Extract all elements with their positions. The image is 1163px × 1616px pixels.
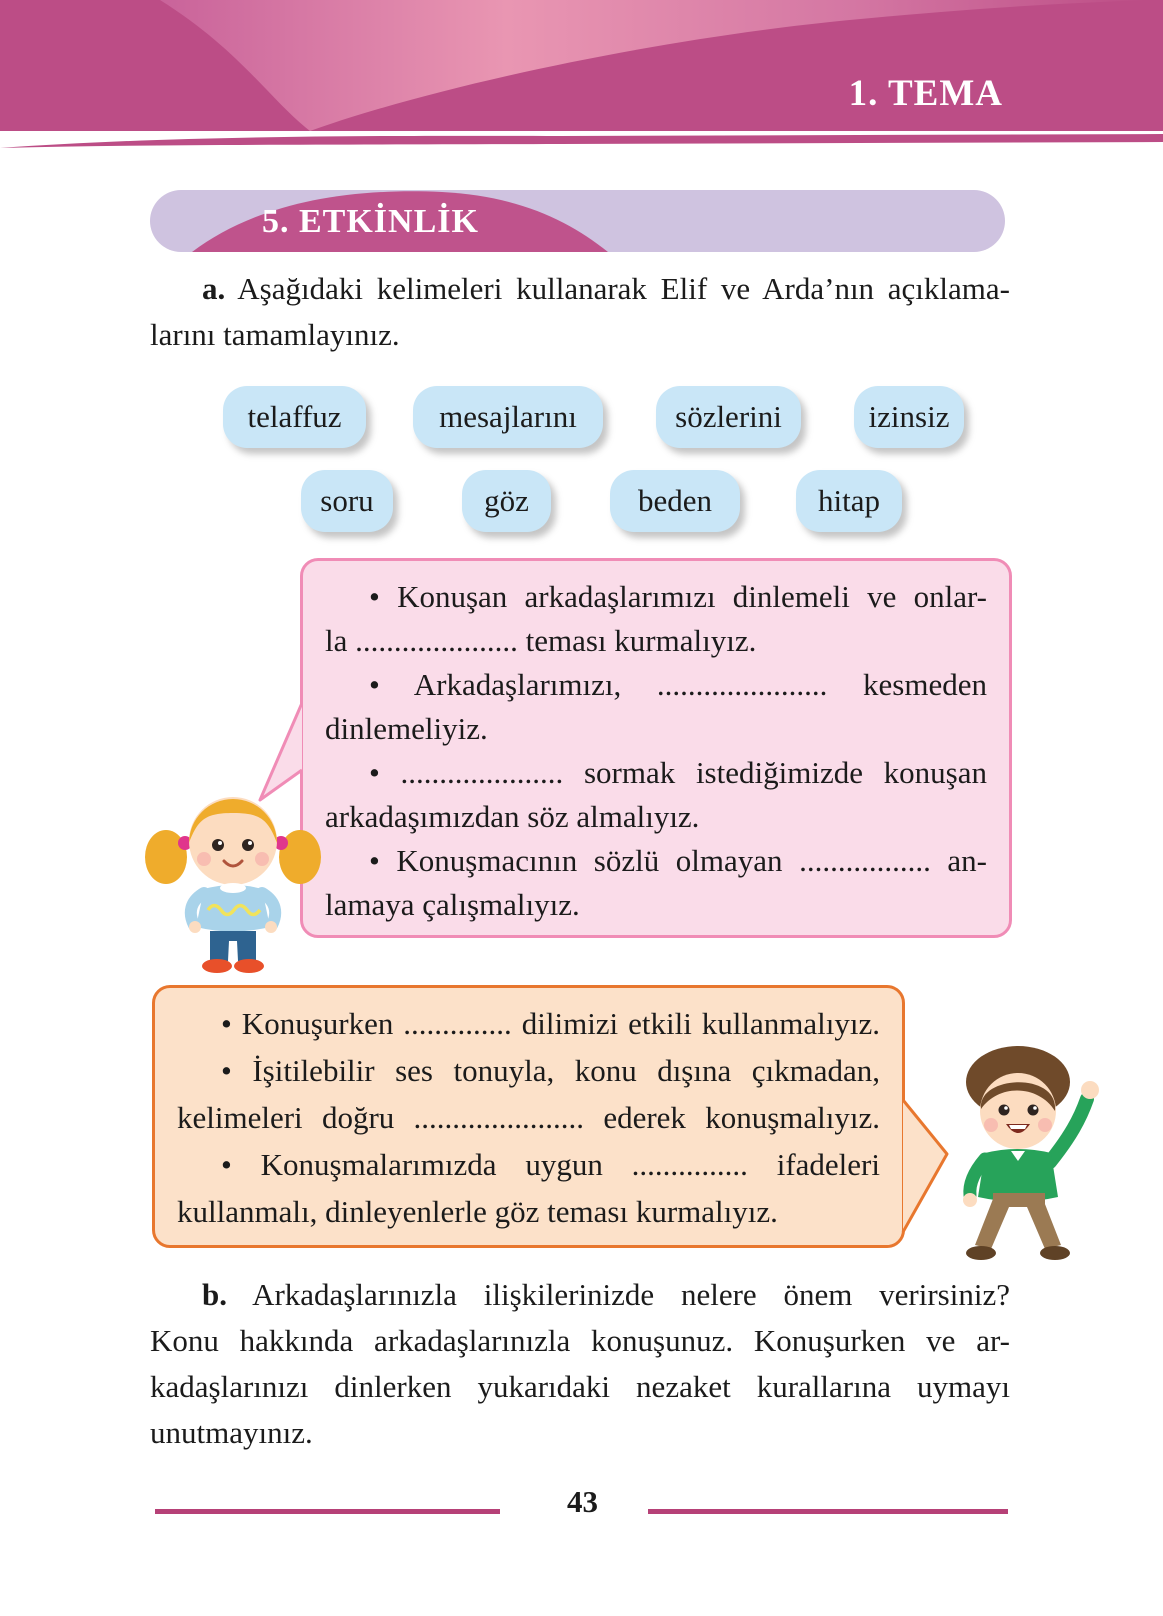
arda-boy-illustration (915, 1027, 1125, 1262)
footer-rule-right (648, 1509, 1008, 1514)
instruction-a (150, 266, 1010, 358)
activity-banner (150, 190, 1005, 252)
instruction-b-letter: b. (202, 1277, 227, 1312)
text-line: la ..................... teması kurmalıyız. (325, 623, 757, 658)
instruction-a-line2: larını tamamlayınız. (150, 317, 400, 352)
activity-title: 5. ETKİNLİK (262, 203, 479, 240)
text-line: arkadaşımızdan söz almalıyız. (325, 799, 700, 834)
instruction-b-line2: Konu hakkında arkadaşlarınızla konuşunuz. Konuşurken ve ar- (150, 1323, 1010, 1358)
bullet-line: • Konuşmacının sözlü olmayan ................. an- (369, 843, 987, 878)
elif-girl-illustration (140, 755, 330, 975)
text-line: kullanmalı, dinleyenlerle göz teması kurmalıyız. (177, 1194, 778, 1229)
word-chip: beden (610, 470, 740, 532)
header-divider-swoosh (0, 131, 1163, 151)
instruction-a-line1: a. Aşağıdaki kelimeleri kullanarak Elif ve Arda’nın açıklama- (202, 271, 1010, 306)
arda-speech-bubble (152, 985, 905, 1248)
instruction-b-line3: kadaşlarınızı dinlerken yukarıdaki nezaket kurallarına uymayı (150, 1369, 1010, 1404)
instruction-b (150, 1272, 1010, 1456)
bullet-line: • Arkadaşlarımızı, ...................... kesmeden (369, 667, 987, 702)
word-chip: izinsiz (854, 386, 964, 448)
text-line: kelimeleri doğru ...................... ederek konuşmalıyız. (177, 1100, 880, 1135)
instruction-b-line1: b. Arkadaşlarınızla ilişkilerinizde nelere önem verirsiniz? (202, 1277, 1010, 1312)
bullet-line: • Konuşmalarımızda uygun ............... ifadeleri (221, 1147, 880, 1182)
instruction-b-line4: unutmayınız. (150, 1415, 313, 1450)
page-number: 43 (567, 1484, 598, 1519)
tema-label: 1. TEMA (848, 73, 1003, 114)
word-chip: telaffuz (223, 386, 366, 448)
text-line: dinlemeliyiz. (325, 711, 488, 746)
header-banner (0, 0, 1163, 131)
footer-rule-left (155, 1509, 500, 1514)
word-chip: sözlerini (656, 386, 801, 448)
text-line: lamaya çalışmalıyız. (325, 887, 580, 922)
instruction-a-letter: a. (202, 271, 226, 306)
bullet-line: • ..................... sormak istediğimizde konuşan (369, 755, 987, 790)
bullet-line: • İşitilebilir ses tonuyla, konu dışına çıkmadan, (221, 1053, 880, 1088)
word-chip: göz (462, 470, 551, 532)
word-chip: soru (301, 470, 393, 532)
elif-speech-bubble (300, 558, 1012, 938)
word-chip: mesajlarını (413, 386, 603, 448)
word-chip: hitap (796, 470, 902, 532)
bullet-line: • Konuşurken .............. dilimizi etkili kullanmalıyız. (221, 1006, 880, 1041)
bullet-line: • Konuşan arkadaşlarımızı dinlemeli ve onlar- (369, 579, 987, 614)
